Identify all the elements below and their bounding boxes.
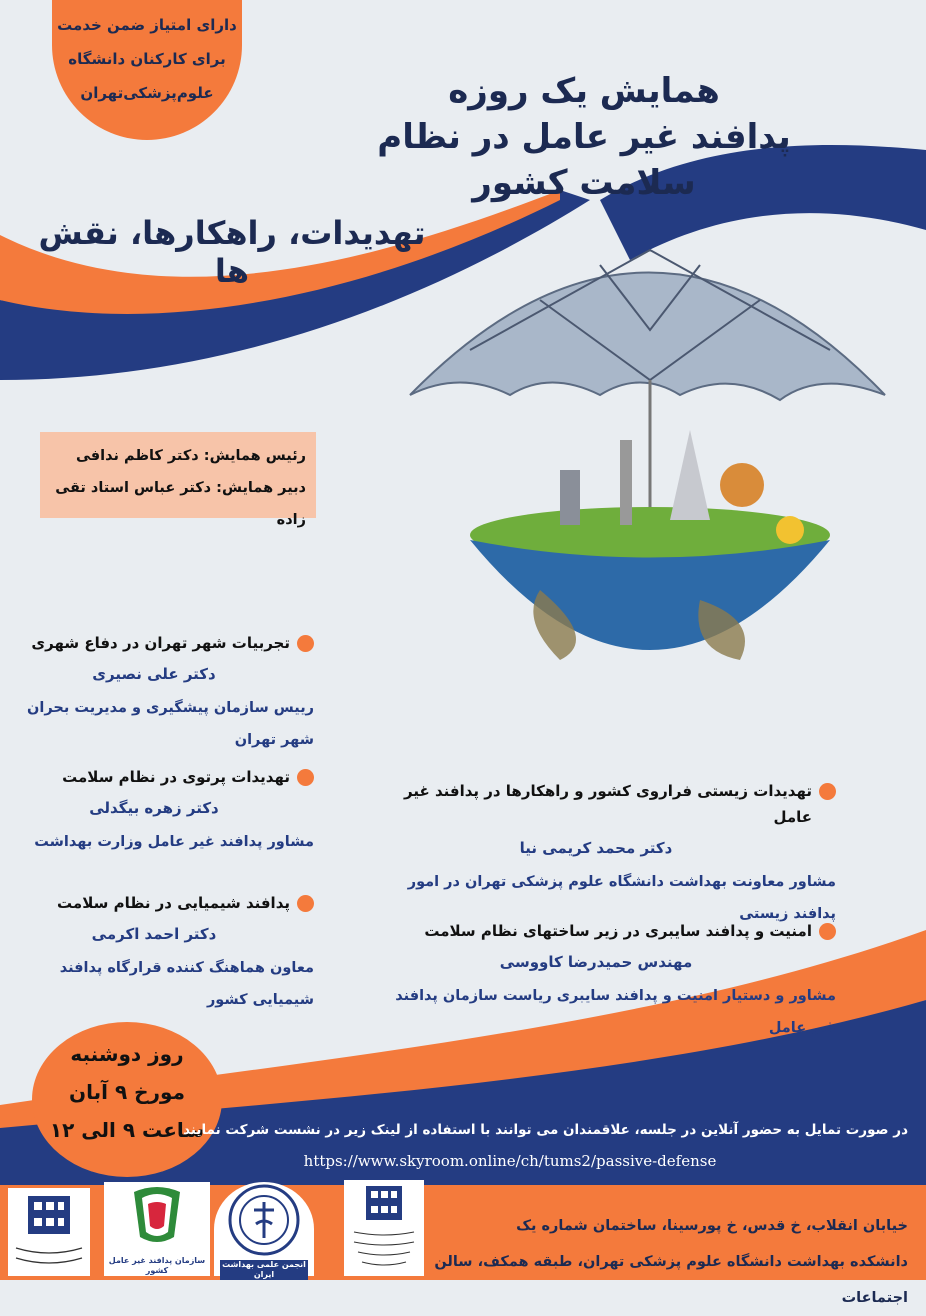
topic-role: معاون هماهنگ کننده قرارگاه پدافند شیمیایی کشور [59, 960, 314, 1008]
title-line-2: پدافند غیر عامل در نظام سلامت کشور [377, 117, 791, 203]
event-date [32, 1022, 222, 1177]
date-time: ساعت ۹ الی ۱۲ [49, 1118, 205, 1142]
event-subtitle: تهدیدات، راهکارها، نقش ها [38, 214, 426, 290]
address-line-2: دانشکده بهداشت دانشگاه علوم پزشکی تهران، طبقه همکف، سالن اجتماعات [434, 1254, 908, 1306]
topic-title: پدافند شیمیایی در نظام سلامت [57, 894, 290, 912]
bullet-icon [297, 895, 314, 912]
topic-title: تجربیات شهر تهران در دفاع شهری [31, 634, 290, 652]
passive-defense-org-name: سازمان پدافند غیر عامل کشور [108, 1256, 206, 1275]
school-of-public-health-logo [344, 1180, 424, 1276]
date-date: مورخ ۹ آبان [69, 1080, 185, 1104]
topic-item [4, 890, 314, 1016]
topic-role: مشاور معاونت بهداشت دانشگاه علوم پزشکی تهران در امور پدافند زیستی [407, 874, 836, 922]
bullet-icon [297, 769, 314, 786]
event-title [324, 68, 844, 206]
topic-speaker: دکتر علی نصیری [92, 665, 216, 683]
topic-speaker: دکتر زهره بیگدلی [89, 799, 219, 817]
globe-illustration [410, 250, 885, 660]
health-association-name: انجمن علمی بهداشت ایران [220, 1260, 308, 1280]
skyroom-link[interactable]: https://www.skyroom.online/ch/tums2/passive-defense [303, 1152, 717, 1170]
topic-role: رییس سازمان پیشگیری و مدیریت بحران شهر تهران [27, 700, 314, 748]
health-association-emblem-icon [214, 1182, 314, 1256]
badge-line: برای کارکنان دانشگاه [68, 50, 226, 68]
address-line-1: خیابان انقلاب، خ قدس، خ پورسینا، ساختمان شماره یک [516, 1218, 908, 1234]
passive-defense-org-logo [104, 1182, 210, 1276]
topic-title: تهدیدات زیستی فراروی کشور و راهکارها در پدافند غیر عامل [404, 782, 812, 826]
school-emblem-icon [344, 1180, 424, 1276]
secretary-line: دبیر همایش: دکتر عباس استاد تقی زاده [55, 480, 306, 528]
tums-logo [8, 1188, 90, 1276]
health-association-logo [214, 1182, 314, 1279]
topic-speaker: دکتر احمد اکرمی [91, 925, 217, 943]
topic-item [4, 630, 314, 756]
officials-box [40, 432, 316, 528]
topic-title: تهدیدات پرتوی در نظام سلامت [62, 768, 290, 786]
bullet-icon [297, 635, 314, 652]
date-day: روز دوشنبه [70, 1042, 184, 1066]
topic-title: امنیت و پدافند سایبری در زیر ساختهای نظام سلامت [424, 922, 812, 940]
passive-defense-emblem-icon [104, 1182, 210, 1252]
topic-role: مشاور و دستیار امنیت و پدافند سایبری ریاست سازمان پدافند غیر عامل [395, 988, 836, 1036]
badge-line: علوم‌پزشکی‌تهران [80, 84, 214, 102]
topic-item [366, 778, 836, 930]
bullet-icon [819, 923, 836, 940]
title-line-1: همایش یک روزه [448, 71, 720, 111]
president-line: رئیس همایش: دکتر کاظم ندافی [75, 448, 306, 464]
topic-role: مشاور پدافند غیر عامل وزارت بهداشت [34, 834, 314, 850]
topic-speaker: مهندس حمیدرضا کاووسی [499, 953, 693, 971]
venue-address [408, 1208, 908, 1316]
bullet-icon [819, 783, 836, 800]
topic-item [4, 764, 314, 858]
online-notice: در صورت تمایل به حضور آنلاین در جلسه، علاقمندان می توانند با استفاده از لینک زیر در نشست شرکت نمایند [183, 1122, 908, 1138]
tums-emblem-icon [8, 1188, 90, 1276]
topic-speaker: دکتر محمد کریمی نیا [519, 839, 673, 857]
badge-line: دارای امتیاز ضمن خدمت [57, 16, 237, 34]
topic-item [366, 918, 836, 1044]
